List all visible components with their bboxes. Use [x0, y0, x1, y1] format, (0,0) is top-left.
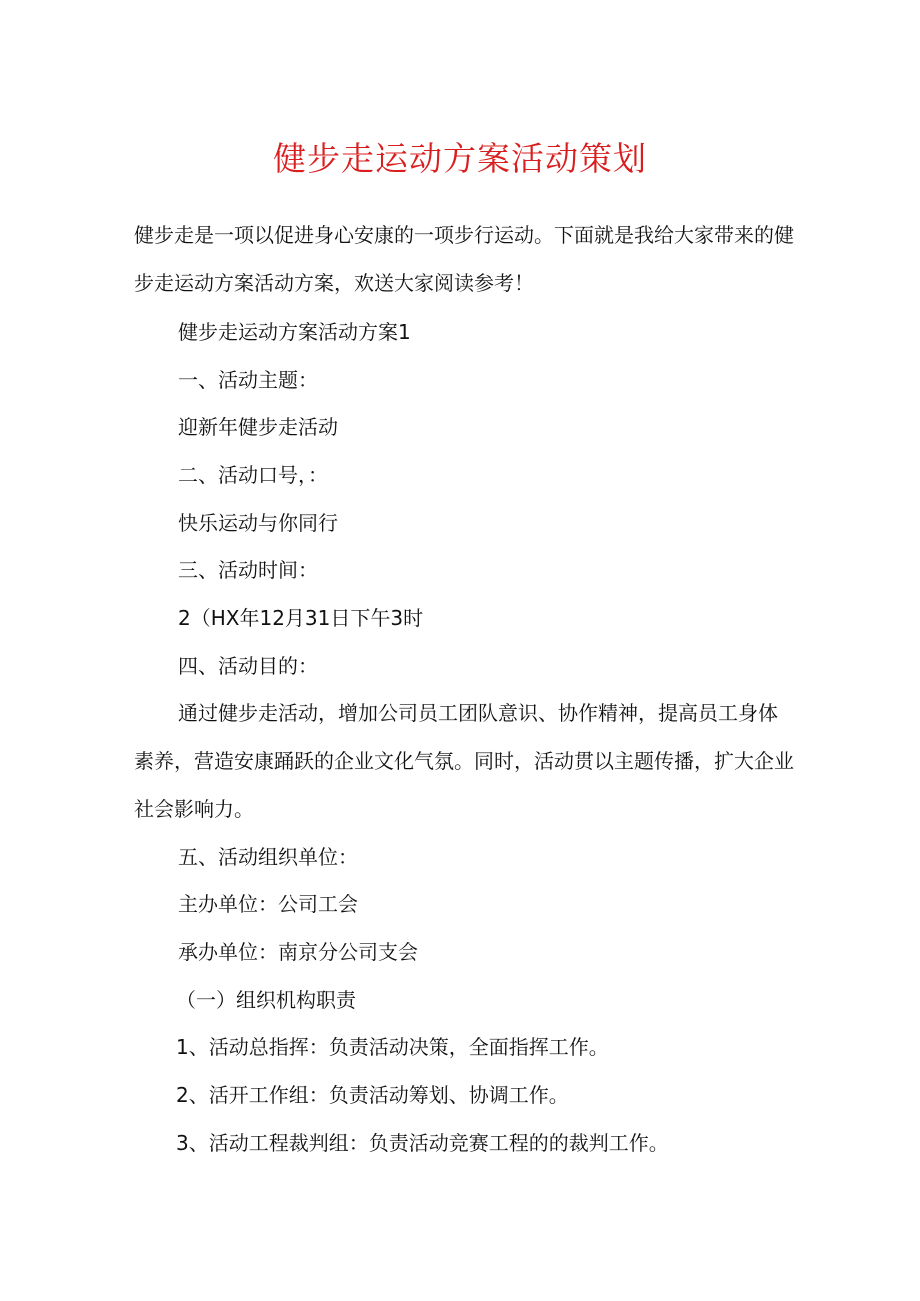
intro-paragraph: 健步走是一项以促进身心安康的一项步行运动。下面就是我给大家带来的健步走运动方案活动方案，欢送大家阅读参考！ — [134, 223, 794, 295]
duty-item-3: 3、活动工程裁判组：负责活动竞赛工程的的裁判工作。 — [176, 1131, 669, 1155]
host-text: 主办单位：公司工会 — [178, 892, 358, 916]
section-title: 健步走运动方案活动方案1 — [178, 320, 411, 344]
purpose-paragraph: 通过健步走活动，增加公司员工团队意识、协作精神，提高员工身体素养，营造安康踊跃的企业文化气氛。同时，活动贯以主题传播，扩大企业社会影响力。 — [134, 701, 794, 821]
duty-item-1: 1、活动总指挥：负责活动决策，全面指挥工作。 — [176, 1035, 609, 1059]
time-text: 2（HX年12月31日下午3时 — [178, 606, 424, 630]
heading-time: 三、活动时间： — [178, 558, 318, 582]
duty-item-2: 2、活开工作组：负责活动筹划、协调工作。 — [176, 1083, 569, 1107]
theme-text: 迎新年健步走活动 — [178, 415, 338, 439]
document-title: 健步走运动方案活动策划 — [273, 139, 647, 178]
heading-purpose: 四、活动目的： — [178, 654, 318, 678]
organizer-text: 承办单位：南京分公司支会 — [178, 940, 418, 964]
heading-slogan: 二、活动口号，： — [178, 463, 328, 487]
sub-heading: （一）组织机构职责 — [176, 988, 356, 1012]
heading-organizers: 五、活动组织单位： — [178, 845, 358, 869]
heading-theme: 一、活动主题： — [178, 368, 318, 392]
slogan-text: 快乐运动与你同行 — [178, 511, 338, 535]
